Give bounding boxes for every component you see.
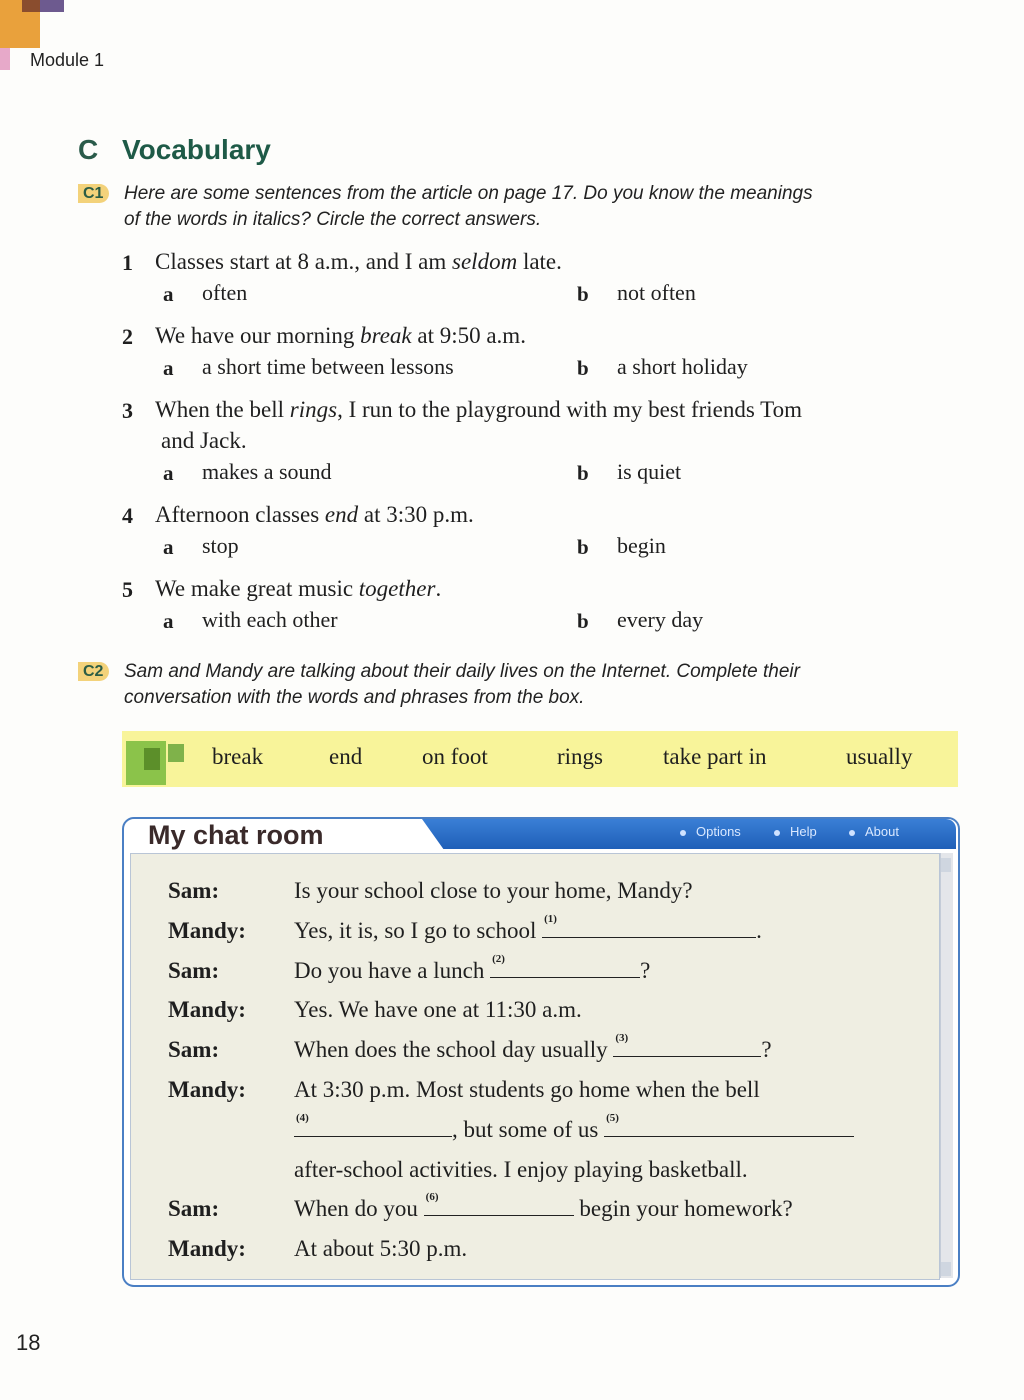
question-text-continued: and Jack. xyxy=(161,428,247,453)
question-number: 5 xyxy=(122,577,133,602)
message-line: At 3:30 p.m. Most students go home when the bell xyxy=(294,1077,760,1102)
message-line: Yes. We have one at 11:30 a.m. xyxy=(294,997,582,1022)
question-text: Afternoon classes end at 3:30 p.m. xyxy=(155,502,474,527)
speaker-label: Sam: xyxy=(168,958,220,983)
option-letter-b: b xyxy=(577,609,589,633)
question-number: 1 xyxy=(122,250,133,275)
scrollbar[interactable] xyxy=(940,853,953,1278)
option-a[interactable]: makes a sound xyxy=(202,459,332,484)
message-line: after-school activities. I enjoy playing basketball. xyxy=(294,1157,748,1182)
box-word: end xyxy=(329,744,363,769)
question-number: 4 xyxy=(122,503,133,528)
option-letter-a: a xyxy=(163,535,174,559)
option-letter-a: a xyxy=(163,461,174,485)
message-line: (4) , but some of us (5) xyxy=(294,1117,854,1143)
bullet-icon xyxy=(849,830,855,836)
section-title: Vocabulary xyxy=(122,134,271,165)
speaker-label: Mandy: xyxy=(168,918,246,943)
box-word: rings xyxy=(557,744,603,769)
answer-blank-3[interactable]: (3) xyxy=(613,1038,761,1057)
message-line: At about 5:30 p.m. xyxy=(294,1236,468,1261)
option-b[interactable]: not often xyxy=(617,280,696,305)
message-line: Is your school close to your home, Mandy? xyxy=(294,878,693,903)
exercise-c2-badge: C2 xyxy=(78,662,109,682)
speaker-label: Mandy: xyxy=(168,1236,246,1261)
option-a[interactable]: a short time between lessons xyxy=(202,354,454,379)
box-word: on foot xyxy=(422,744,488,769)
option-letter-b: b xyxy=(577,282,589,306)
speaker-label: Mandy: xyxy=(168,997,246,1022)
box-word: usually xyxy=(846,744,913,769)
answer-blank-4[interactable]: (4) xyxy=(294,1118,452,1137)
question-text: When the bell rings, I run to the playground with my best friends Tom xyxy=(155,397,802,422)
scroll-up-arrow-icon[interactable] xyxy=(941,858,951,872)
option-a[interactable]: stop xyxy=(202,533,239,558)
chat-title: My chat room xyxy=(148,820,324,850)
word-box-icon-accent xyxy=(168,744,184,762)
exercise-c2-instruction-line2: conversation with the words and phrases from the box. xyxy=(124,687,585,708)
answer-blank-5[interactable]: (5) xyxy=(604,1118,854,1137)
exercise-c1-instruction-line1: Here are some sentences from the article on page 17. Do you know the meanings xyxy=(124,183,813,204)
box-word: take part in xyxy=(663,744,767,769)
message-line: Do you have a lunch (2) ? xyxy=(294,953,651,983)
option-b[interactable]: a short holiday xyxy=(617,354,748,379)
option-letter-a: a xyxy=(163,356,174,380)
menu-options[interactable]: Options xyxy=(680,824,741,839)
option-letter-a: a xyxy=(163,282,174,306)
scroll-down-arrow-icon[interactable] xyxy=(941,1262,951,1276)
speaker-label: Sam: xyxy=(168,878,220,903)
exercise-c1-badge: C1 xyxy=(78,184,109,204)
answer-blank-2[interactable]: (2) xyxy=(490,959,640,978)
corner-decoration-brown xyxy=(22,0,40,12)
exercise-c1-instruction-line2: of the words in italics? Circle the correct answers. xyxy=(124,209,542,230)
word-box-icon-inner xyxy=(144,748,160,770)
module-label: Module 1 xyxy=(30,50,105,70)
section-letter: C xyxy=(78,134,99,165)
question-text: Classes start at 8 a.m., and I am seldom late. xyxy=(155,249,562,274)
page-number: 18 xyxy=(16,1330,41,1355)
question-text: We have our morning break at 9:50 a.m. xyxy=(155,323,526,348)
message-line: Yes, it is, so I go to school (1) . xyxy=(294,913,762,943)
message-line: When does the school day usually (3) ? xyxy=(294,1032,772,1062)
box-word: break xyxy=(212,744,264,769)
option-letter-b: b xyxy=(577,535,589,559)
bullet-icon xyxy=(680,830,686,836)
option-b[interactable]: every day xyxy=(617,607,704,632)
option-letter-b: b xyxy=(577,461,589,485)
bullet-icon xyxy=(774,830,780,836)
corner-decoration-pink xyxy=(0,48,10,70)
option-b[interactable]: is quiet xyxy=(617,459,682,484)
answer-blank-6[interactable]: (6) xyxy=(424,1197,574,1216)
question-number: 3 xyxy=(122,398,133,423)
answer-blank-1[interactable]: (1) xyxy=(542,919,756,938)
message-line: When do you (6) begin your homework? xyxy=(294,1191,793,1221)
option-a[interactable]: with each other xyxy=(202,607,338,632)
question-number: 2 xyxy=(122,324,133,349)
option-letter-a: a xyxy=(163,609,174,633)
option-letter-b: b xyxy=(577,356,589,380)
speaker-label: Sam: xyxy=(168,1196,220,1221)
option-b[interactable]: begin xyxy=(617,533,666,558)
question-text: We make great music together. xyxy=(155,576,442,601)
speaker-label: Sam: xyxy=(168,1037,220,1062)
menu-help[interactable]: Help xyxy=(774,824,817,839)
exercise-c2-instruction-line1: Sam and Mandy are talking about their daily lives on the Internet. Complete their xyxy=(124,661,800,682)
speaker-label: Mandy: xyxy=(168,1077,246,1102)
option-a[interactable]: often xyxy=(202,280,248,305)
menu-about[interactable]: About xyxy=(849,824,899,839)
